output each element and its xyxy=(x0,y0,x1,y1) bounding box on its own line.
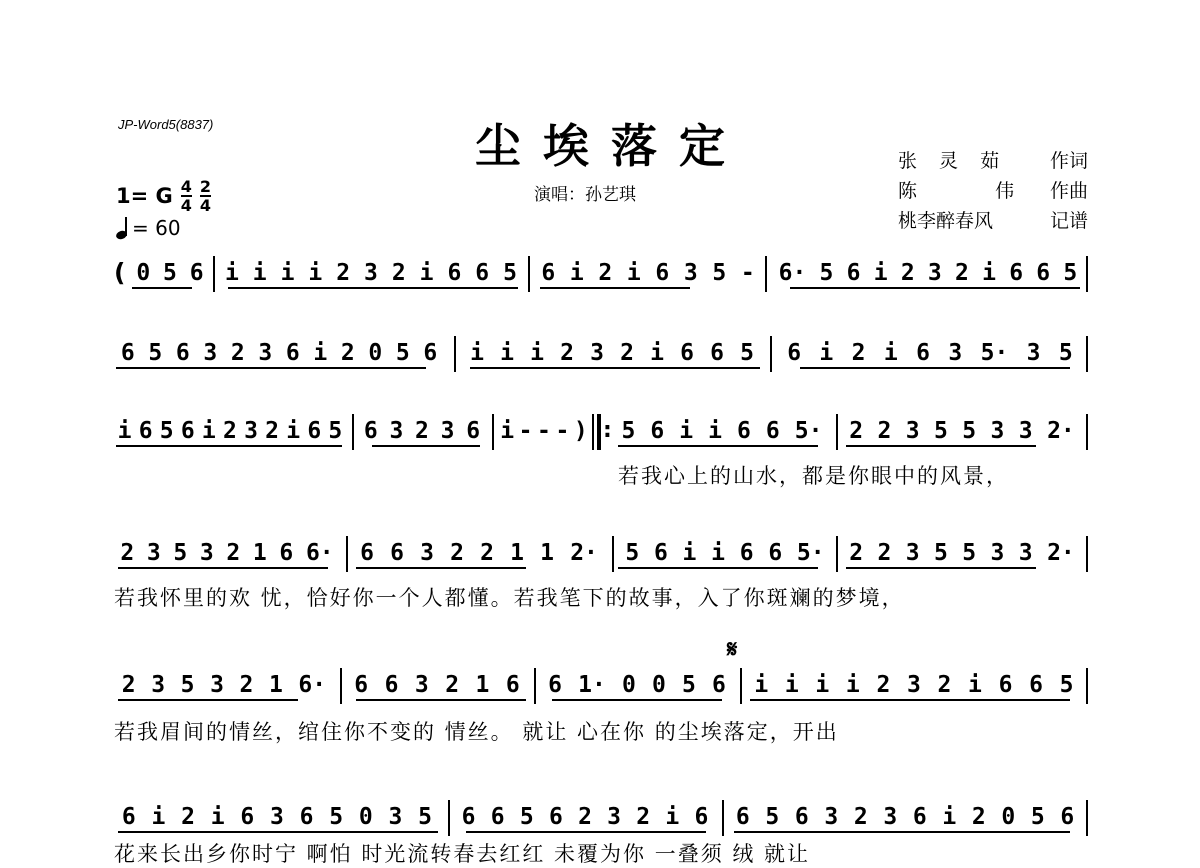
note: 5 xyxy=(180,672,195,698)
lyricist-credit xyxy=(898,146,1088,176)
note: i xyxy=(711,540,725,566)
repeat-dots: : xyxy=(603,418,612,443)
note: 2 xyxy=(853,804,868,830)
measure xyxy=(772,260,1084,304)
note: 6 xyxy=(846,260,861,286)
note: 5 xyxy=(934,540,948,566)
note: 3 xyxy=(270,804,284,830)
note: i xyxy=(500,418,515,444)
note: 6 xyxy=(307,418,322,444)
note: 5 xyxy=(395,340,410,366)
note: 2 xyxy=(121,672,136,698)
barline xyxy=(740,668,742,704)
note: ) xyxy=(573,418,588,444)
beam-line xyxy=(466,831,706,833)
measure xyxy=(498,418,590,462)
beam-line xyxy=(790,287,1080,289)
note: 6 xyxy=(461,804,476,830)
barline xyxy=(1086,536,1088,572)
key-label: 1= G xyxy=(116,184,173,208)
ts1-den: 4 xyxy=(180,196,192,215)
note: 5 xyxy=(1030,804,1045,830)
note: i xyxy=(210,804,225,830)
note: 6 xyxy=(390,540,404,566)
transcriber-credit xyxy=(898,206,1088,236)
note: 6 xyxy=(737,418,751,444)
ts2-num: 2 xyxy=(199,177,212,196)
barline xyxy=(722,800,724,836)
barline xyxy=(836,414,838,450)
note: 1 xyxy=(510,540,525,566)
note: 6 xyxy=(120,340,135,366)
note: 3 xyxy=(990,418,1005,444)
beam-line xyxy=(118,567,328,569)
measure xyxy=(842,418,1082,462)
note: 5 xyxy=(418,804,432,830)
measure xyxy=(462,340,762,384)
lyricist-role: 作词 xyxy=(1049,150,1088,172)
note: 2 xyxy=(226,540,241,566)
note: 1· xyxy=(578,672,606,698)
beam-line xyxy=(734,831,1070,833)
time-signature-2-4 xyxy=(200,178,211,214)
note: 3 xyxy=(927,260,942,286)
note: 6 xyxy=(739,540,754,566)
note: 2 xyxy=(340,340,355,366)
note: 6· xyxy=(298,672,327,698)
measure xyxy=(218,260,524,304)
measure xyxy=(358,418,486,462)
note: 6 xyxy=(655,260,670,286)
measure xyxy=(114,672,334,716)
note: 6 xyxy=(240,804,255,830)
score-row-5 xyxy=(114,672,1090,716)
note: 3 xyxy=(590,340,604,366)
transcriber-role: 记谱 xyxy=(1049,210,1088,232)
note: 2 xyxy=(336,260,351,286)
note: i xyxy=(682,540,697,566)
measure xyxy=(114,340,444,384)
lyric-line-1: 若我心上的山水，都是你眼中的风景， xyxy=(618,464,1009,488)
barline xyxy=(454,336,456,372)
ts2-den: 4 xyxy=(199,196,212,215)
composer-role: 作曲 xyxy=(1049,180,1088,202)
note: 3 xyxy=(389,418,404,444)
score-row-4 xyxy=(114,540,1090,584)
note: 6 xyxy=(548,672,562,698)
note: 6 xyxy=(490,804,505,830)
barline xyxy=(213,256,215,292)
note: 0 xyxy=(621,672,636,698)
note: 3 xyxy=(244,418,258,444)
note: 2· xyxy=(570,540,598,566)
note: 6 xyxy=(912,804,927,830)
note: 6 xyxy=(180,418,195,444)
note: 6 xyxy=(694,804,709,830)
measure xyxy=(540,672,734,716)
beam-line xyxy=(750,699,1070,701)
measure xyxy=(352,540,606,584)
note: 6 xyxy=(279,540,294,566)
beam-line xyxy=(372,445,480,447)
barline xyxy=(346,536,348,572)
note: 6 xyxy=(285,340,300,366)
beam-line xyxy=(800,367,1070,369)
note: 6 xyxy=(1060,804,1075,830)
note: 1 xyxy=(252,540,267,566)
measure xyxy=(618,540,832,584)
note: i xyxy=(873,260,888,286)
note: 2 xyxy=(120,540,135,566)
note: 2 xyxy=(450,540,464,566)
note: 6 xyxy=(175,340,190,366)
note: 5 xyxy=(621,418,636,444)
ts1-num: 4 xyxy=(180,177,192,196)
note: 6 xyxy=(916,340,930,366)
note: 6 xyxy=(787,340,802,366)
beam-line xyxy=(116,445,342,447)
note: 0 xyxy=(1001,804,1016,830)
note: 6 xyxy=(794,804,809,830)
note: 5 xyxy=(712,260,727,286)
note: 6 xyxy=(384,672,399,698)
note: i xyxy=(982,260,996,286)
note: i xyxy=(286,418,301,444)
beam-line xyxy=(846,445,1036,447)
key-signature xyxy=(116,178,211,214)
measure xyxy=(346,672,528,716)
beam-line xyxy=(540,287,690,289)
note: 2 xyxy=(560,340,574,366)
note: 6 xyxy=(354,672,369,698)
note: - xyxy=(555,418,570,444)
note: i xyxy=(708,418,722,444)
note: 3 xyxy=(258,340,273,366)
note: i xyxy=(845,672,860,698)
note: 6 xyxy=(768,540,783,566)
note: 6 xyxy=(475,260,490,286)
note: i xyxy=(819,340,834,366)
note: 0 xyxy=(136,260,151,286)
note: 6 xyxy=(735,804,750,830)
transcriber-name: 桃李醉春风 xyxy=(898,210,994,232)
note: 2 xyxy=(230,340,245,366)
note: 2 xyxy=(265,418,280,444)
note: i xyxy=(151,804,166,830)
note: i xyxy=(883,340,898,366)
barline xyxy=(528,256,530,292)
measure xyxy=(614,418,830,462)
measure xyxy=(114,418,346,462)
score-row-3 xyxy=(114,418,1090,462)
lyric-line-3: 若我眉间的情丝，绾住你不变的 情丝。 就让 心在你 的尘埃落定，开出 xyxy=(114,720,839,744)
note: 2 xyxy=(955,260,969,286)
note: 3 xyxy=(990,540,1005,566)
barline xyxy=(836,536,838,572)
barline xyxy=(770,336,772,372)
note: 5 xyxy=(1063,260,1078,286)
measure xyxy=(534,260,762,304)
note: 5 xyxy=(740,340,754,366)
measure xyxy=(778,340,1082,384)
barline xyxy=(1086,800,1088,836)
measure xyxy=(746,672,1082,716)
measure xyxy=(842,540,1082,584)
note: 3 xyxy=(905,540,920,566)
note: 5 xyxy=(503,260,517,286)
note: 3 xyxy=(210,672,224,698)
note: 5 xyxy=(625,540,640,566)
measure xyxy=(130,260,210,304)
time-signature-4-4 xyxy=(181,178,192,214)
note: 6 xyxy=(121,804,136,830)
note: 6 xyxy=(189,260,204,286)
note: 1 xyxy=(540,540,555,566)
note: 6· xyxy=(305,540,334,566)
note: - xyxy=(740,260,755,286)
note: i xyxy=(313,340,328,366)
note: 5 xyxy=(962,540,977,566)
note: 6· xyxy=(778,260,807,286)
note: 1 xyxy=(268,672,283,698)
barline xyxy=(448,800,450,836)
barline xyxy=(492,414,494,450)
note: 6 xyxy=(998,672,1013,698)
beam-line xyxy=(470,367,760,369)
note: 2 xyxy=(480,540,494,566)
note: 6 xyxy=(363,418,378,444)
note: 3 xyxy=(364,260,378,286)
note: 2 xyxy=(849,540,864,566)
composer-credit xyxy=(898,176,1088,206)
barline xyxy=(352,414,354,450)
note: 2 xyxy=(578,804,592,830)
note: i xyxy=(650,340,664,366)
beam-line xyxy=(552,699,722,701)
note: 6 xyxy=(360,540,374,566)
note: 5 xyxy=(1059,672,1074,698)
note: 3 xyxy=(440,418,455,444)
note: i xyxy=(679,418,694,444)
note: i xyxy=(500,340,514,366)
tempo-value: = 60 xyxy=(132,216,181,240)
note: 6 xyxy=(447,260,462,286)
note: 5 xyxy=(148,340,163,366)
open-paren: ( xyxy=(114,258,126,287)
note: 2 xyxy=(445,672,460,698)
beam-line xyxy=(356,567,526,569)
note: 3 xyxy=(203,340,218,366)
note: 6 xyxy=(1036,260,1051,286)
credits-block xyxy=(898,146,1088,236)
note: 5 xyxy=(819,260,834,286)
barline xyxy=(534,668,536,704)
beam-line xyxy=(618,567,818,569)
note: i xyxy=(224,260,239,286)
note: 3 xyxy=(883,804,898,830)
note: i xyxy=(117,418,132,444)
lyricist-name: 张 灵 茹 xyxy=(898,150,1008,172)
note: 5 xyxy=(962,418,977,444)
note: 2 xyxy=(223,418,237,444)
note: 6 xyxy=(650,418,665,444)
barline xyxy=(1086,256,1088,292)
note: 5 xyxy=(159,418,174,444)
song-title: 尘埃落定 xyxy=(475,119,747,173)
note: 3 xyxy=(948,340,963,366)
note: 6 xyxy=(138,418,153,444)
software-watermark: JP-Word5(8837) xyxy=(118,117,214,132)
note: 6 xyxy=(548,804,563,830)
note: 6 xyxy=(505,672,520,698)
note: 3 xyxy=(1018,540,1033,566)
note: 6 xyxy=(712,672,726,698)
note: 2 xyxy=(937,672,952,698)
note: i xyxy=(626,260,641,286)
note: 3 xyxy=(1026,340,1041,366)
note: 3 xyxy=(1018,418,1033,444)
note: 6 xyxy=(466,418,481,444)
note: i xyxy=(968,672,982,698)
beam-line xyxy=(228,287,518,289)
note: 5 xyxy=(328,418,343,444)
note: 6 xyxy=(1009,260,1024,286)
note: i xyxy=(815,672,830,698)
note: 6 xyxy=(299,804,314,830)
barline xyxy=(1086,668,1088,704)
note: 6 xyxy=(1029,672,1043,698)
note: 2 xyxy=(877,540,892,566)
note: 6 xyxy=(653,540,668,566)
note: 5 xyxy=(681,672,696,698)
note: 0 xyxy=(651,672,666,698)
note: 3 xyxy=(607,804,622,830)
segno-icon: 𝄋 xyxy=(727,635,738,663)
note: 5· xyxy=(796,540,825,566)
note: 6 xyxy=(423,340,438,366)
barline xyxy=(612,536,614,572)
note: 2· xyxy=(1047,418,1075,444)
note: 6 xyxy=(680,340,694,366)
beam-line xyxy=(118,831,438,833)
note: 3 xyxy=(151,672,166,698)
note: i xyxy=(308,260,323,286)
note: 2· xyxy=(1047,540,1075,566)
note: 3 xyxy=(420,540,434,566)
note: 3 xyxy=(824,804,839,830)
note: 5· xyxy=(794,418,823,444)
singer-credit: 演唱：孙艺琪 xyxy=(534,185,636,205)
note: 2 xyxy=(391,260,406,286)
note: 5 xyxy=(173,540,188,566)
note: i xyxy=(754,672,769,698)
repeat-start-barline xyxy=(592,414,600,450)
note: 1 xyxy=(475,672,490,698)
note: i xyxy=(280,260,295,286)
note: 3 xyxy=(146,540,161,566)
note: - xyxy=(537,418,551,444)
score-row-1 xyxy=(114,260,1090,304)
composer-name: 陈 伟 xyxy=(898,180,1037,202)
lyric-line-4: 花来长出乡你时宁 啊怕 时光流转春去红红 未覆为你 一叠须 绒 就让 xyxy=(114,842,811,866)
note: 6 xyxy=(710,340,724,366)
note: 5 xyxy=(519,804,534,830)
note: i xyxy=(784,672,799,698)
beam-line xyxy=(356,699,526,701)
note: 3 xyxy=(683,260,698,286)
note: 2 xyxy=(620,340,634,366)
note: 5 xyxy=(765,804,780,830)
note: i xyxy=(201,418,216,444)
note: 3 xyxy=(199,540,214,566)
note: 5 xyxy=(329,804,344,830)
note: 3 xyxy=(905,418,920,444)
barline xyxy=(765,256,767,292)
tempo-marking xyxy=(116,216,181,240)
lyric-line-2: 若我怀里的欢 忧，恰好你一个人都懂。若我笔下的故事，入了你斑斓的梦境， xyxy=(114,586,905,610)
quarter-note-icon xyxy=(116,217,128,239)
note: 2 xyxy=(181,804,195,830)
beam-line xyxy=(116,367,426,369)
beam-line xyxy=(118,699,298,701)
note: 2 xyxy=(415,418,429,444)
note: 5· xyxy=(980,340,1009,366)
note: i xyxy=(470,340,484,366)
note: i xyxy=(569,260,584,286)
beam-line xyxy=(846,567,1036,569)
note: i xyxy=(665,804,680,830)
note: 0 xyxy=(368,340,383,366)
barline xyxy=(1086,336,1088,372)
note: 3 xyxy=(388,804,403,830)
note: 2 xyxy=(877,418,892,444)
measure xyxy=(114,540,340,584)
note: i xyxy=(419,260,434,286)
note: 2 xyxy=(849,418,864,444)
note: 3 xyxy=(906,672,921,698)
barline xyxy=(340,668,342,704)
note: 2 xyxy=(900,260,915,286)
note: 6 xyxy=(765,418,780,444)
note: i xyxy=(530,340,544,366)
note: 5 xyxy=(163,260,177,286)
beam-line xyxy=(132,287,192,289)
note: 3 xyxy=(414,672,429,698)
note: - xyxy=(518,418,533,444)
barline xyxy=(1086,414,1088,450)
note: 2 xyxy=(598,260,613,286)
score-row-2 xyxy=(114,340,1090,384)
note: 2 xyxy=(851,340,866,366)
note: i xyxy=(942,804,957,830)
note: 5 xyxy=(934,418,948,444)
note: i xyxy=(252,260,267,286)
note: 2 xyxy=(239,672,254,698)
note: 2 xyxy=(636,804,651,830)
note: 2 xyxy=(876,672,891,698)
note: 2 xyxy=(971,804,986,830)
beam-line xyxy=(618,445,818,447)
note: 0 xyxy=(358,804,373,830)
note: 5 xyxy=(1058,340,1073,366)
note: 6 xyxy=(541,260,556,286)
